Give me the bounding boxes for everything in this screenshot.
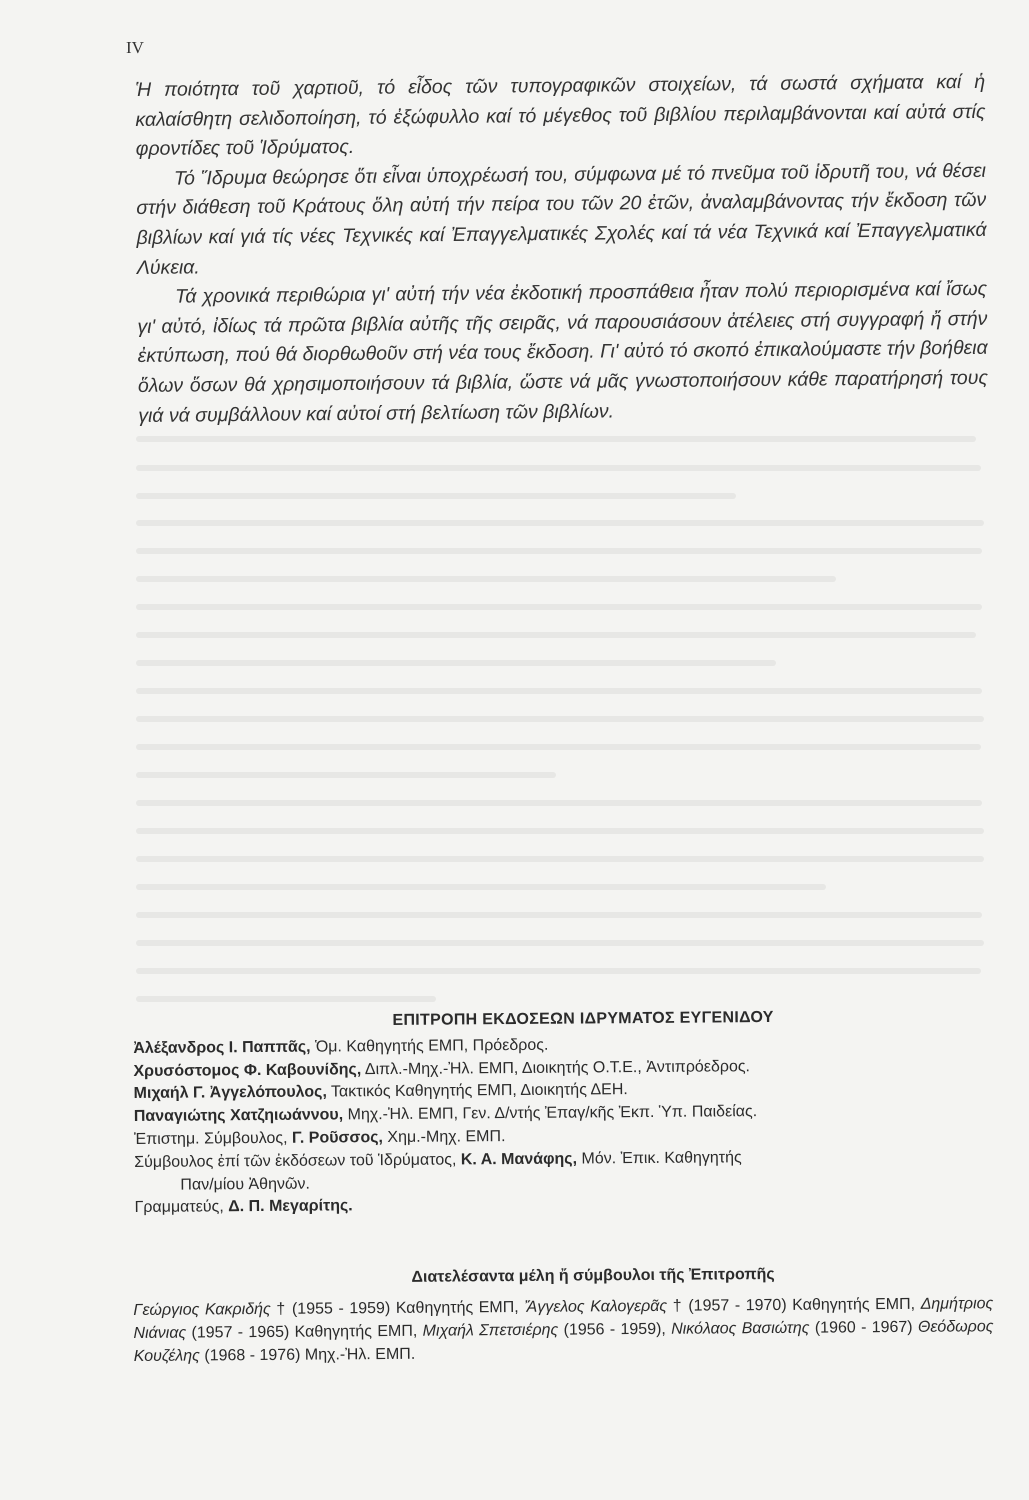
secretary-name: Δ. Π. Μεγαρίτης.: [228, 1197, 353, 1216]
former-member-detail: (1957 - 1965) Καθηγητής ΕΜΠ,: [186, 1322, 423, 1342]
former-member-name: Ἄγγελος Καλογερᾶς: [524, 1297, 668, 1316]
member-name: Χρυσόστομος Φ. Καβουνίδης,: [133, 1060, 362, 1080]
former-member-detail: † (1957 - 1970) Καθηγητής ΕΜΠ,: [667, 1295, 921, 1315]
secretary-prefix: Γραμματεύς,: [134, 1198, 224, 1217]
former-member-detail: † (1955 - 1959) Καθηγητής ΕΜΠ,: [270, 1298, 525, 1318]
publications-advisor-role-continued: Παν/μίου Ἀθηνῶν.: [180, 1175, 310, 1194]
former-members: [133, 1261, 994, 1368]
former-member-detail: (1968 - 1976) Μηχ.-Ἠλ. ΕΜΠ.: [199, 1345, 416, 1365]
publications-advisor-role: Μόν. Ἐπικ. Καθηγητής: [581, 1149, 742, 1168]
former-member-name: Δημήτριος Νιάνιας: [133, 1295, 994, 1342]
publications-committee: [133, 1005, 995, 1220]
former-member-detail: (1960 - 1967): [809, 1318, 918, 1337]
former-member-name: Μιχαήλ Σπετσιέρης: [422, 1321, 559, 1340]
page-number: IV: [126, 38, 144, 57]
former-member-detail: (1956 - 1959),: [558, 1320, 672, 1339]
advisor-role: Χημ.-Μηχ. ΕΜΠ.: [387, 1128, 506, 1146]
advisor-name: Γ. Ροῦσσος,: [291, 1129, 384, 1147]
publications-advisor-name: Κ. Α. Μανάφης,: [460, 1150, 578, 1169]
member-role: Ὁμ. Καθηγητής ΕΜΠ, Πρόεδρος.: [314, 1036, 549, 1056]
advisor-prefix: Ἐπιστημ. Σύμβουλος,: [133, 1129, 288, 1148]
former-member-name: Νικόλαος Βασιώτης: [671, 1319, 810, 1338]
former-member-name: Γεώργιος Κακριδής: [133, 1300, 271, 1319]
member-role: Μηχ.-Ἠλ. ΕΜΠ, Γεν. Δ/ντής Ἐπαγ/κῆς Ἐκπ. Ὑπ. Παιδείας.: [347, 1103, 758, 1124]
member-name: Παναγιώτης Χατζηιωάννου,: [133, 1106, 344, 1126]
intro-paragraph: Τά χρονικά περιθώρια γι' αὐτή τήν νέα ἐκδοτική προσπάθεια ἦταν πολύ περιορισμένα καί ἴσως γι' αὐτό, ἰδίως τά πρῶτα βιβλία αὐτῆς τῆς σειρᾶς, νά παρουσιάσουν ἀτέλειες στή συγγραφή ἤ στήν ἐκτύπωση, πού θά διορθωθοῦν στή νέα τους ἔκδοση. Γι' αὐτό τό σκοπό ἐπικαλούμαστε τήν βοήθεια ὅλων ὅσων θά χρησιμοποιήσουν τά βιβλία, ὥστε νά μᾶς γνωστοποιήσουν κάθε παρατήρησή τους γιά νά συμβάλλουν καί αὐτοί στή βελτίωση τῶν βιβλίων.: [137, 277, 989, 427]
member-name: Ἀλέξανδρος Ι. Παππᾶς,: [133, 1038, 311, 1057]
member-role: Διπλ.-Μηχ.-Ἠλ. ΕΜΠ, Διοικητής Ο.Τ.Ε., Ἀντιπρόεδρος.: [364, 1057, 751, 1078]
member-name: Μιχαήλ Γ. Ἀγγελόπουλος,: [133, 1083, 327, 1103]
intro-paragraph: Ἡ ποιότητα τοῦ χαρτιοῦ, τό εἶδος τῶν τυπογραφικῶν στοιχείων, τά σωστά σχήματα καί ἡ καλαίσθητη σελιδοποίηση, τό ἐξώφυλλο καί τό μέγεθος τοῦ βιβλίου περιλαμβάνονται καί αὐτά στίς φροντίδες τοῦ Ἱδρύματος.: [135, 70, 986, 161]
former-members-title: Διατελέσαντα μέλη ἤ σύμβουλοι τῆς Ἐπιτροπῆς: [411, 1265, 775, 1286]
intro-text: [135, 68, 988, 431]
publications-advisor-prefix: Σύμβουλος ἐπί τῶν ἐκδόσεων τοῦ Ἱδρύματος,: [134, 1151, 457, 1171]
former-member-name: Θεόδωρος Κουζέλης: [133, 1318, 994, 1365]
member-role: Τακτικός Καθηγητής ΕΜΠ, Διοικητής ΔΕΗ.: [330, 1081, 628, 1101]
committee-title: ΕΠΙΤΡΟΠΗ ΕΚΔΟΣΕΩΝ ΙΔΡΥΜΑΤΟΣ ΕΥΓΕΝΙΔΟΥ: [392, 1008, 774, 1029]
former-members-list: [133, 1292, 994, 1368]
intro-paragraph: Τό Ἵδρυμα θεώρησε ὅτι εἶναι ὑποχρέωσή του, σύμφωνα μέ τό πνεῦμα τοῦ ἱδρυτῆ του, νά θέσει στήν διάθεση τοῦ Κράτους ὅλη αὐτή τήν πείρα του τῶν 20 ἐτῶν, ἀναλαμβάνοντας τήν ἔκδοση τῶν βιβλίων καί γιά τίς νέες Τεχνικές καί Ἐπαγγελματικές Σχολές καί τά νέα Τεχνικά καί Ἐπαγγελματικά Λύκεια.: [136, 159, 987, 279]
